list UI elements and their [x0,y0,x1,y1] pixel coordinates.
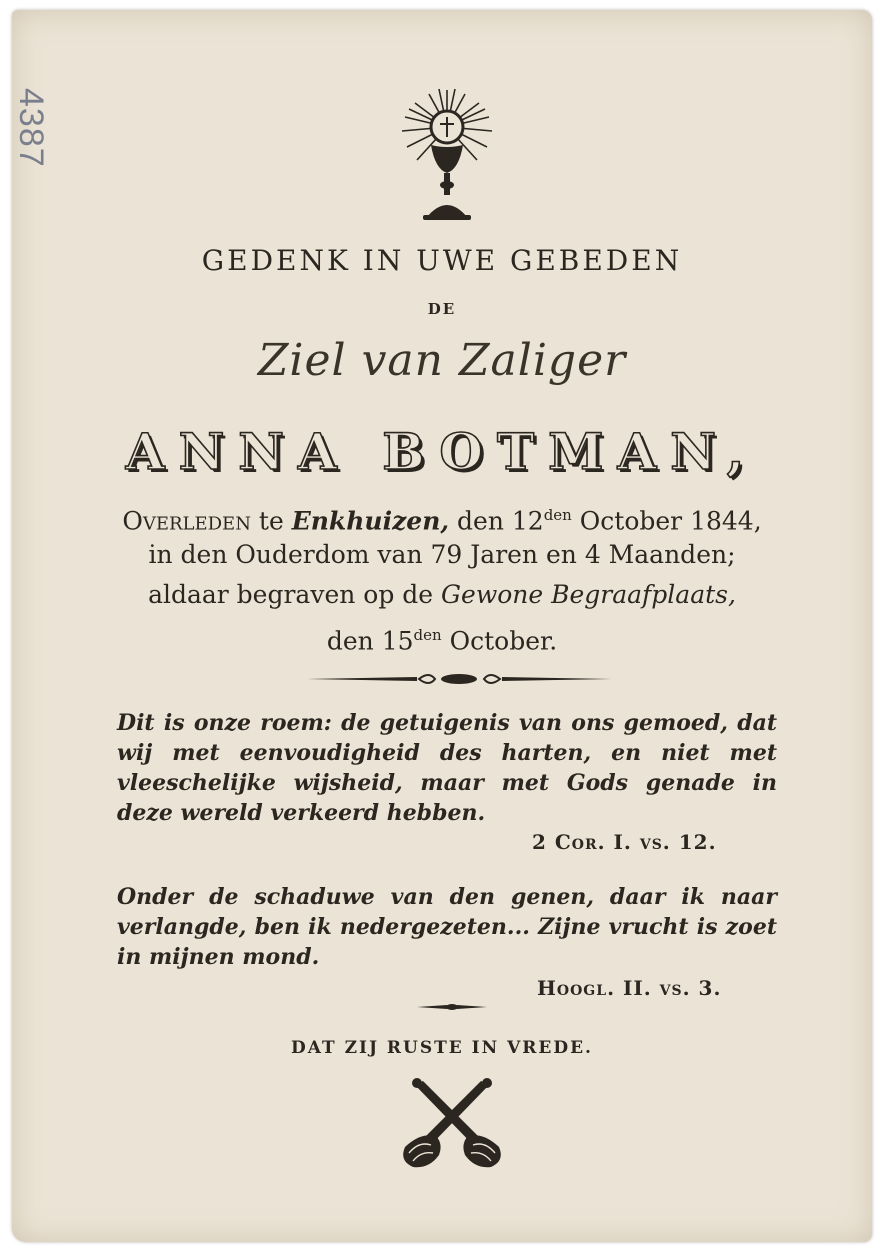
monstrance-icon [397,85,497,225]
scripture-reference-1: 2 Cor. I. vs. 12. [532,830,717,854]
memorial-card [12,10,872,1242]
ornamental-rule-icon [307,670,612,688]
death-place: Enkhuizen, [291,506,450,536]
overleden-word: Overleden [122,506,251,536]
article-de: DE [427,300,457,318]
burial-place: Gewone Begraafplaats, [441,580,736,609]
scripture-quote-1: Dit is onze roem: de getuigenis van ons gemoed, dat wij met eenvoudigheid des harten, en niet met vleeschelijke wijsheid, maar met Gods genade in deze wereld verkeerd hebben. [117,710,777,826]
death-line: Overleden te Enkhuizen, den $12^{den}$ October 1844, [122,506,762,536]
age-line: in den Ouderdom van 79 Jaren en 4 Maanden; [148,540,736,569]
scripture-quote-2: Onder de schaduwe van den genen, daar ik naar verlangde, ben ik nedergezeten... Zijne vrucht is zoet in mijnen mond. [117,884,777,970]
burial-line: aldaar begraven op de Gewone Begraafplaats, [148,580,736,609]
burial-date-line: den $15^{den}$ October. [326,626,558,656]
accession-number: 4387 [12,88,50,168]
scripture-reference-2: Hoogl. II. vs. 3. [537,976,722,1000]
soul-line: Ziel van Zaliger [257,335,627,386]
deceased-name: ANNA BOTMAN, [125,422,759,481]
small-rule-icon [417,1000,487,1014]
closing-line: DAT ZIJ RUSTE IN VREDE. [291,1038,593,1058]
heading: GEDENK IN UWE GEBEDEN [201,244,683,277]
crossed-torches-icon [387,1075,517,1170]
